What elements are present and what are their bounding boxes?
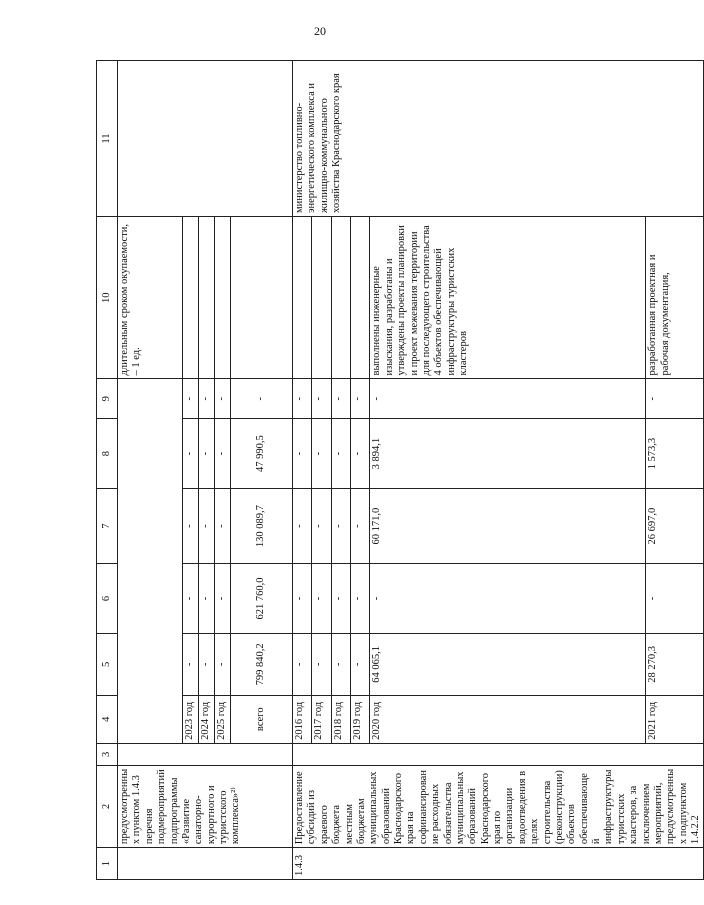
empty-cell: [118, 743, 293, 765]
empty-cell: [293, 743, 704, 765]
value-cell: -: [231, 379, 293, 419]
value-cell: -: [351, 563, 370, 633]
header-cell: 5: [97, 634, 118, 695]
value-cell: -: [646, 379, 704, 419]
value-cell: 1 573,3: [646, 418, 704, 488]
value-cell: -: [215, 634, 231, 695]
value-cell: -: [293, 379, 312, 419]
value-cell: -: [331, 489, 350, 564]
value-cell: -: [331, 563, 350, 633]
year-cell: 2021 год: [646, 695, 704, 743]
value-cell: -: [183, 489, 199, 564]
executor-cell: министерство топливно-энергетического комплекса и жилищно-коммунального хозяйства Краснодарского края: [293, 61, 704, 217]
header-cell: 3: [97, 743, 118, 765]
item-description: Предоставление субсидий из краевого бюджета местным бюджетам муниципальных образований Краснодарского края на софинансирование расходных обязательства муниципальных образований Краснодарского края по организации водоотведения в целях строительства (реконструкции) объектов обеспечивающей инфраструктуры туристских кластеров, за исключением мероприятий, предусмотренных подпунктом 1.4.2.2: [293, 765, 704, 847]
value-cell: -: [351, 634, 370, 695]
value-cell: -: [199, 489, 215, 564]
value-cell: -: [199, 563, 215, 633]
empty-cell: [351, 217, 370, 379]
value-cell: -: [312, 379, 331, 419]
value-cell: -: [312, 634, 331, 695]
value-cell: -: [312, 563, 331, 633]
value-cell: -: [646, 563, 704, 633]
value-cell: -: [293, 634, 312, 695]
year-cell: 2020 год: [370, 695, 646, 743]
value-cell: 130 089,7: [231, 489, 293, 564]
value-cell: 26 697,0: [646, 489, 704, 564]
empty-cell: [118, 379, 183, 743]
empty-cell: [215, 217, 231, 379]
value-cell: 47 990,5: [231, 418, 293, 488]
value-cell: -: [183, 563, 199, 633]
value-cell: -: [293, 489, 312, 564]
value-cell: -: [312, 489, 331, 564]
header-cell: 11: [97, 61, 118, 217]
value-cell: -: [183, 418, 199, 488]
program-table: [96, 60, 704, 880]
value-cell: -: [331, 634, 350, 695]
year-cell: 2023 год: [183, 695, 199, 743]
value-cell: 64 065,1: [370, 634, 646, 695]
empty-cell: [118, 61, 293, 217]
value-cell: -: [370, 563, 646, 633]
value-cell: -: [293, 418, 312, 488]
continuation-result: длительным сроком окупаемости, – 1 ед.: [118, 217, 183, 379]
value-cell: -: [199, 634, 215, 695]
value-cell: 3 894,1: [370, 418, 646, 488]
year-cell: 2025 год: [215, 695, 231, 743]
value-cell: -: [331, 418, 350, 488]
result-cell: выполнены инженерные изыскания, разработаны и утверждены проекты планировки и проект межевания территории для последующего строительства 4 объектов обеспечивающей инфраструктуры туристских кластеров: [370, 217, 646, 379]
empty-cell: [293, 217, 312, 379]
value-cell: -: [370, 379, 646, 419]
empty-cell: [312, 217, 331, 379]
value-cell: -: [199, 379, 215, 419]
value-cell: -: [215, 563, 231, 633]
empty-cell: [199, 217, 215, 379]
year-cell: 2024 год: [199, 695, 215, 743]
empty-cell: [183, 217, 199, 379]
header-cell: 1: [97, 848, 118, 880]
value-cell: -: [199, 418, 215, 488]
page-number: 20: [314, 24, 326, 38]
value-cell: -: [351, 489, 370, 564]
table-row: [118, 61, 183, 880]
value-cell: -: [183, 379, 199, 419]
table-row: [293, 61, 312, 880]
continuation-description: предусмотренных пунктом 1.4.3 перечня подмероприятий подпрограммы «Развитие санаторно-курортного и туристского комплекса»²⁾: [118, 765, 293, 847]
value-cell: -: [183, 634, 199, 695]
value-cell: -: [351, 418, 370, 488]
rotated-table-frame: [96, 60, 701, 880]
header-cell: 7: [97, 489, 118, 564]
value-cell: -: [215, 418, 231, 488]
item-number-cell: [118, 848, 293, 880]
result-cell: разработанная проектная и рабочая документация,: [646, 217, 704, 379]
value-cell: -: [331, 379, 350, 419]
year-cell: 2016 год: [293, 695, 312, 743]
value-cell: -: [215, 379, 231, 419]
year-cell: 2018 год: [331, 695, 350, 743]
header-cell: 6: [97, 563, 118, 633]
header-cell: 2: [97, 765, 118, 847]
empty-cell: [231, 217, 293, 379]
value-cell: 799 840,2: [231, 634, 293, 695]
header-row: [97, 61, 118, 880]
value-cell: 60 171,0: [370, 489, 646, 564]
empty-cell: [331, 217, 350, 379]
value-cell: -: [215, 489, 231, 564]
value-cell: 621 760,0: [231, 563, 293, 633]
value-cell: -: [351, 379, 370, 419]
value-cell: -: [293, 563, 312, 633]
header-cell: 9: [97, 379, 118, 419]
value-cell: -: [312, 418, 331, 488]
year-cell: всего: [231, 695, 293, 743]
header-cell: 10: [97, 217, 118, 379]
header-cell: 8: [97, 418, 118, 488]
year-cell: 2017 год: [312, 695, 331, 743]
header-cell: 4: [97, 695, 118, 743]
year-cell: 2019 год: [351, 695, 370, 743]
item-number-cell: 1.4.3: [293, 848, 704, 880]
value-cell: 28 270,3: [646, 634, 704, 695]
